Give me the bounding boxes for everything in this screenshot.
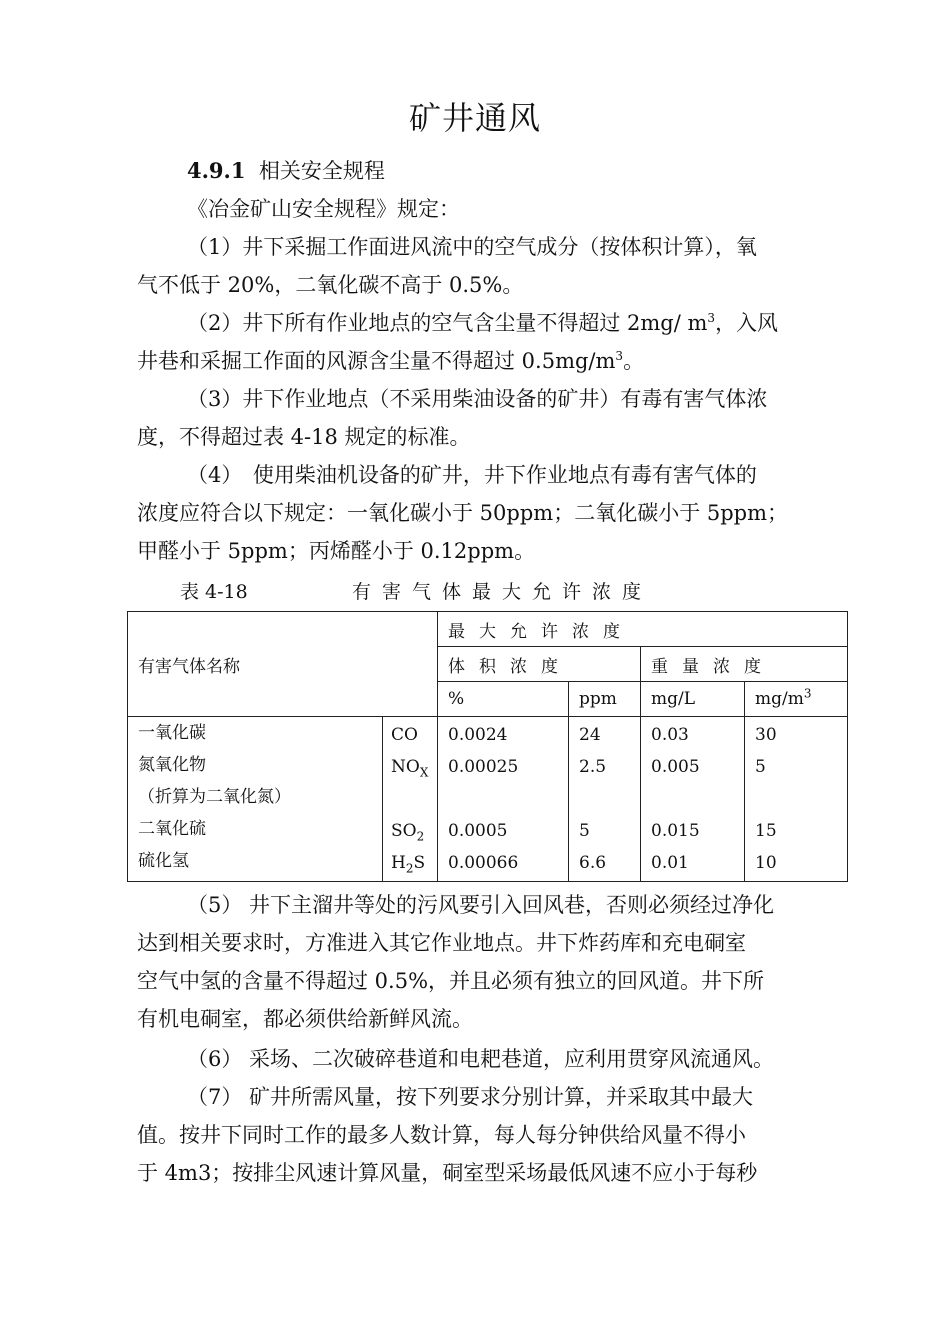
value-mgm3: 10 [755,853,777,873]
gas-name: 一氧化碳 [138,723,206,743]
value-percent: 0.0024 [448,725,508,745]
item-4-line: （4） 使用柴油机设备的矿井，井下作业地点有毒有害气体的 [187,463,757,487]
mgl-column [641,717,745,882]
item-1-paragraph [137,228,837,304]
gas-name-column [128,717,383,882]
item-6-line: （6） 采场、二次破碎巷道和电耙巷道，应利用贯穿风流通风。 [187,1047,775,1071]
empty-line [651,783,734,815]
header-volume-concentration: 体积浓度 [438,647,641,682]
formula-text: S [413,853,426,873]
mgm3-column [745,717,848,882]
gas-formula [391,847,427,879]
item-2-text: ，入风 [715,311,779,335]
item-2-paragraph [137,304,837,380]
subscript: 2 [416,829,425,844]
item-3-line: （3）井下作业地点（不采用柴油设备的矿井）有毒有害气体浓 [187,387,768,411]
section-number: 4.9.1 [187,158,246,183]
item-5-line: 有机电硐室，都必须供给新鲜风流。 [137,1007,473,1031]
header-gas-name: 有害气体名称 [128,612,438,717]
gas-formula [391,751,427,783]
value-mgl: 0.01 [651,853,689,873]
superscript: 3 [615,349,624,363]
percent-column [438,717,569,882]
header-max-concentration: 最大允许浓度 [438,612,848,647]
value-mgl: 0.03 [651,725,689,745]
gas-name: （折算为二氧化氮） [138,787,291,807]
header-weight-concentration: 重量浓度 [641,647,848,682]
value-percent: 0.00025 [448,757,519,777]
item-7-line: 于 4m3；按排尘风速计算风量，硐室型采场最低风速不应小于每秒 [137,1161,758,1185]
item-2-text: 井巷和采掘工作面的风源含尘量不得超过 0.5mg/m [137,349,616,373]
superscript: 3 [803,686,812,701]
gas-formula: CO [391,725,418,745]
item-5-line: 空气中氢的含量不得超过 0.5%，并且必须有独立的回风道。井下所 [137,969,765,993]
empty-line [391,783,427,815]
value-ppm: 24 [579,725,601,745]
section-title: 相关安全规程 [258,159,385,183]
item-4-line: 甲醛小于 5ppm；丙烯醛小于 0.12ppm。 [137,539,536,563]
gas-name: 二氧化硫 [138,819,206,839]
item-4-line: 浓度应符合以下规定：一氧化碳小于 50ppm；二氧化碳小于 5ppm； [137,501,789,525]
unit-mg-per-m3 [745,682,848,717]
gas-name: 硫化氢 [138,851,189,871]
unit-percent: % [438,682,569,717]
intro-text: 《冶金矿山安全规程》规定： [187,197,460,221]
unit-ppm: ppm [569,682,641,717]
item-1-line: 气不低于 20%，二氧化碳不高于 0.5%。 [137,273,524,297]
item-5-line: （5） 井下主溜井等处的污风要引入回风巷，否则必须经过净化 [187,893,775,917]
ppm-column [569,717,641,882]
value-mgm3: 30 [755,725,777,745]
item-2-text: （2）井下所有作业地点的空气含尘量不得超过 2mg/ m [187,311,708,335]
formula-text: NO [391,757,420,777]
value-mgm3: 15 [755,821,777,841]
gas-concentration-table [127,611,848,882]
formula-text: SO [391,821,417,841]
value-ppm: 6.6 [579,853,607,873]
gas-name: 氮氧化物 [138,755,206,775]
value-ppm: 5 [579,821,590,841]
intro-paragraph [137,190,837,228]
table-body-row [128,717,848,882]
item-2-line [187,304,837,342]
item-2-text: 。 [623,349,645,373]
table-title: 有害气体最大允许浓度 [352,581,653,603]
value-percent: 0.00066 [448,853,519,873]
gas-formula [391,815,427,847]
item-1-line: （1）井下采掘工作面进风流中的空气成分（按体积计算），氧 [187,235,757,259]
value-percent: 0.0005 [448,821,508,841]
empty-line [579,783,630,815]
item-2-line [137,342,837,380]
item-7-line: （7） 矿井所需风量，按下列要求分别计算，并采取其中最大 [187,1085,754,1109]
value-mgm3: 5 [755,757,766,777]
empty-line [755,783,837,815]
formula-text: H [391,853,406,873]
item-7-line: 值。按井下同时工作的最多人数计算，每人每分钟供给风量不得小 [137,1123,746,1147]
table-header-row [128,612,848,647]
superscript: 3 [707,311,716,325]
item-7-paragraph [137,1078,837,1192]
item-3-paragraph [137,380,837,456]
subscript: X [419,765,429,780]
unit-mg-per-l: mg/L [641,682,745,717]
item-6-paragraph [137,1040,837,1078]
item-4-paragraph [137,456,837,570]
value-mgl: 0.005 [651,757,700,777]
item-3-line: 度，不得超过表 4-18 规定的标准。 [137,425,471,449]
section-heading [137,152,837,190]
table-label: 表 4-18 [180,581,248,603]
subscript: 2 [405,861,414,876]
unit-text: mg/m [755,689,804,709]
value-mgl: 0.015 [651,821,700,841]
empty-line [448,783,558,815]
item-5-paragraph [137,886,837,1038]
item-5-line: 达到相关要求时，方准进入其它作业地点。井下炸药库和充电硐室 [137,931,746,955]
value-ppm: 2.5 [579,757,607,777]
formula-column [383,717,438,882]
page-title: 矿井通风 [408,99,541,137]
